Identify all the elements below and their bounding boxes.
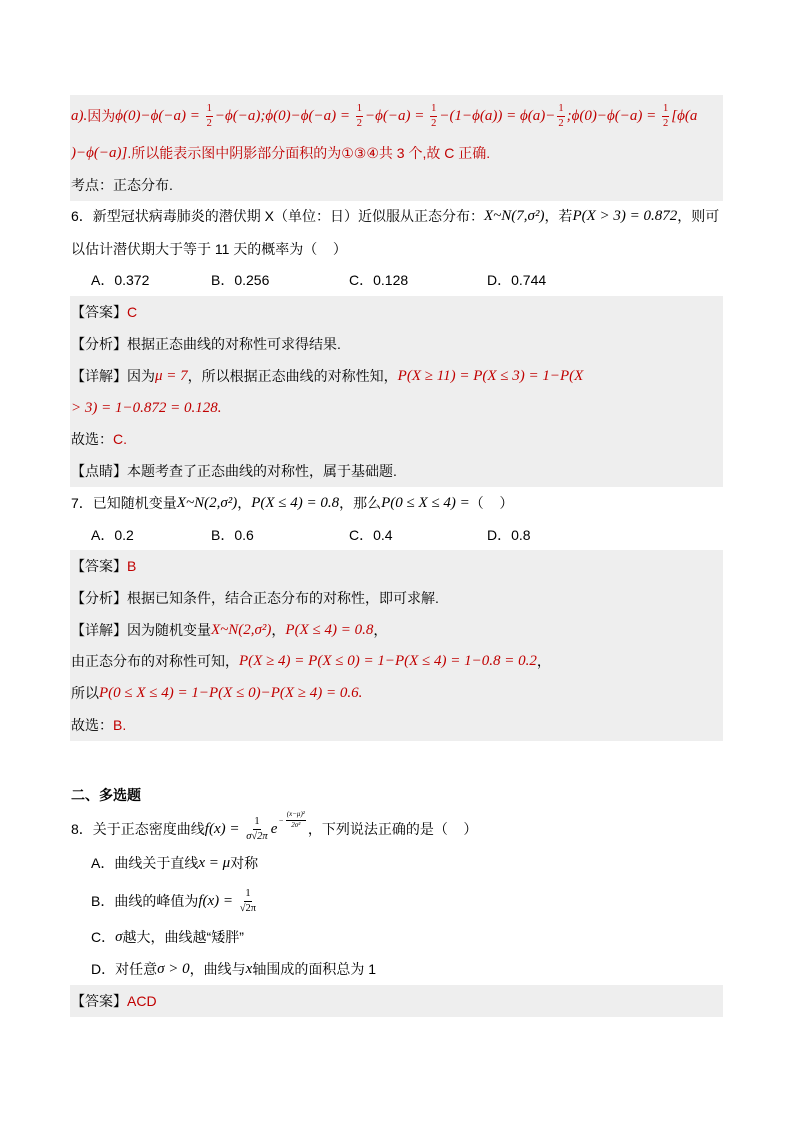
math-text: −ϕ(−a) = [365, 108, 429, 124]
math-text: ;ϕ(0)−ϕ(−a) = [566, 108, 660, 124]
q6-option-d: D．0.744 [487, 272, 547, 288]
math-text: f(x) = [198, 893, 237, 909]
detail-label: 【详解】 [71, 368, 127, 384]
q7-answer-line [71, 550, 721, 582]
analysis-label: 【分析】 [71, 590, 127, 606]
answer-value: B [127, 558, 137, 574]
detail-text: ， [271, 622, 286, 638]
math-text: X~N(2,σ²) [176, 495, 238, 511]
question-text: 6．新型冠状病毒肺炎的潜伏期 X（单位：日）近似服从正态分布： [71, 208, 485, 224]
text-run: 因为 [87, 108, 116, 124]
q8-option-d [91, 953, 721, 985]
fraction-denominator: 2 [558, 117, 564, 129]
q6-option-a: A．0.372 [91, 272, 150, 288]
answer-label: 【答案】 [71, 993, 127, 1009]
q5-solution-line-2 [71, 137, 721, 169]
fraction-one-half [206, 103, 213, 129]
fraction-denominator: σ√2π [246, 830, 268, 842]
math-text: μ = 7 [155, 368, 188, 384]
q7-detail-line-2 [71, 645, 721, 677]
coefficient-fraction [245, 816, 268, 842]
q7-option-b: B．0.6 [211, 527, 254, 543]
fraction-numerator: 1 [206, 103, 213, 117]
option-text: 轴围成的面积总为 1 [252, 961, 377, 977]
fraction-numerator: 1 [244, 888, 251, 902]
math-text: x [245, 961, 253, 977]
q7-detail-line-1 [71, 614, 721, 646]
q7-detail-line-3 [71, 677, 721, 709]
fraction-numerator: 1 [662, 103, 669, 117]
math-text: P(X > 3) = 0.872 [572, 208, 678, 224]
fraction-denominator: √2π [239, 902, 257, 914]
math-text: a). [71, 108, 88, 124]
option-text: 越大，曲线越“矮胖” [122, 929, 244, 945]
fraction-denominator: 2σ² [291, 820, 301, 829]
question-text: ，若 [544, 208, 573, 224]
analysis-text: 根据已知条件，结合正态分布的对称性，即可求解. [127, 590, 439, 606]
math-text: X~N(7,σ²) [484, 208, 545, 224]
fraction-denominator: 2 [663, 117, 669, 129]
question-text: ，那么 [339, 495, 382, 511]
math-text: −(1−ϕ(a)) = ϕ(a)− [439, 108, 556, 124]
section-title: 二、多选题 [71, 787, 141, 803]
fraction-numerator: 1 [253, 816, 260, 830]
option-text: A．曲线关于直线 [91, 855, 199, 871]
math-text: > 3) = 1−0.872 = 0.128. [71, 400, 222, 416]
math-text: σ > 0 [157, 961, 190, 977]
detail-text: 因为随机变量 [127, 622, 211, 638]
q6-detail-line-1 [71, 360, 721, 392]
q8-option-a [91, 847, 721, 879]
q6-option-c: C．0.128 [349, 272, 409, 288]
math-text: ϕ(0)−ϕ(−a) = [115, 108, 204, 124]
q6-detail-line-2 [71, 392, 721, 424]
fraction-denominator: 2 [206, 117, 212, 129]
question-text: 以估计潜伏期大于等于 11 天的概率为（ ） [71, 241, 347, 257]
kaodian-text: 考点：正态分布. [71, 177, 173, 193]
question-text: ，下列说法正确的是（ ） [307, 821, 478, 837]
math-text: P(0 ≤ X ≤ 4) = [381, 495, 470, 511]
q7-option-c: C．0.4 [349, 527, 393, 543]
math-text: f(x) = [204, 821, 244, 837]
note-label: 【点睛】 [71, 463, 127, 479]
q6-note-line [71, 455, 721, 487]
q7-option-d: D．0.8 [487, 527, 531, 543]
answer-value: ACD [127, 993, 157, 1009]
detail-label: 【详解】 [71, 622, 127, 638]
q8-answer-line [71, 985, 721, 1017]
exponent-fraction [286, 811, 306, 829]
detail-text: 由正态分布的对称性可知， [71, 653, 239, 669]
choose-label: 故选： [71, 717, 113, 733]
answer-label: 【答案】 [71, 558, 127, 574]
q5-solution-line-1 [71, 97, 721, 135]
fraction-one-half [356, 103, 363, 129]
math-text: P(0 ≤ X ≤ 4) = 1−P(X ≤ 0)−P(X ≥ 4) = 0.6. [99, 685, 363, 701]
fraction-one-half [430, 103, 437, 129]
q6-choose-line [71, 423, 721, 455]
analysis-text: 根据正态曲线的对称性可求得结果. [127, 336, 341, 352]
question-text: ， [237, 495, 252, 511]
choose-value: B. [113, 717, 127, 733]
q6-stem-line-2 [71, 233, 721, 265]
math-text: P(X ≤ 4) = 0.8 [285, 622, 374, 638]
fraction-numerator: (x−μ)² [286, 811, 306, 821]
detail-text: 所以 [71, 685, 99, 701]
analysis-label: 【分析】 [71, 336, 127, 352]
question-text: ，则可 [677, 208, 720, 224]
math-text: [ϕ(a [671, 108, 698, 124]
q7-option-a: A．0.2 [91, 527, 134, 543]
option-text: 对称 [230, 855, 259, 871]
exponent [278, 811, 308, 829]
fraction-numerator: 1 [557, 103, 564, 117]
math-text: x = μ [198, 855, 231, 871]
peak-fraction [239, 888, 257, 914]
q5-kaodian-line [71, 169, 721, 201]
euler-e: e [270, 821, 278, 837]
q7-choose-line [71, 709, 721, 741]
fraction-denominator: 2 [431, 117, 437, 129]
fraction-one-half [557, 103, 564, 129]
note-text: 本题考查了正态曲线的对称性，属于基础题. [127, 463, 397, 479]
choose-value: C. [113, 431, 127, 447]
fraction-numerator: 1 [430, 103, 437, 117]
text-run: .所以能表示图中阴影部分面积的为①③④共 3 个,故 C 正确. [127, 145, 491, 161]
q6-analysis-line [71, 328, 721, 360]
q8-option-b [91, 881, 721, 921]
math-text: )−ϕ(−a)] [71, 145, 128, 161]
exponential-term [270, 809, 308, 838]
answer-label: 【答案】 [71, 304, 127, 320]
question-text: 8．关于正态密度曲线 [71, 821, 205, 837]
q8-stem-line [71, 809, 721, 849]
detail-text: 因为 [127, 368, 155, 384]
q7-analysis-line [71, 582, 721, 614]
detail-text: ， [373, 622, 388, 638]
fraction-denominator: 2 [356, 117, 362, 129]
option-text: B．曲线的峰值为 [91, 893, 199, 909]
detail-text: ， [536, 653, 551, 669]
math-text: P(X ≤ 4) = 0.8 [251, 495, 340, 511]
choose-label: 故选： [71, 431, 113, 447]
math-text: σ [115, 929, 123, 945]
fraction-numerator: 1 [356, 103, 363, 117]
q6-stem-line-1 [71, 200, 721, 232]
q7-stem-line [71, 487, 721, 519]
option-text: D．对任意 [91, 961, 158, 977]
fraction-one-half [662, 103, 669, 129]
math-text: X~N(2,σ²) [211, 622, 272, 638]
question-text: （ ） [469, 495, 514, 511]
detail-text: ，所以根据正态曲线的对称性知， [187, 368, 398, 384]
math-text: P(X ≥ 4) = P(X ≤ 0) = 1−P(X ≤ 4) = 1−0.8 = 0.2 [239, 653, 537, 669]
q8-option-c [91, 921, 721, 953]
option-text: ，曲线与 [189, 961, 246, 977]
option-text: C． [91, 929, 116, 945]
section-heading [71, 779, 721, 811]
q6-answer-line [71, 296, 721, 328]
q6-option-b: B．0.256 [211, 272, 270, 288]
math-text: −ϕ(−a);ϕ(0)−ϕ(−a) = [214, 108, 354, 124]
question-text: 7．已知随机变量 [71, 495, 177, 511]
math-text: P(X ≥ 11) = P(X ≤ 3) = 1−P(X [397, 368, 584, 384]
exponent-sign: − [278, 815, 284, 825]
answer-value: C [127, 304, 138, 320]
